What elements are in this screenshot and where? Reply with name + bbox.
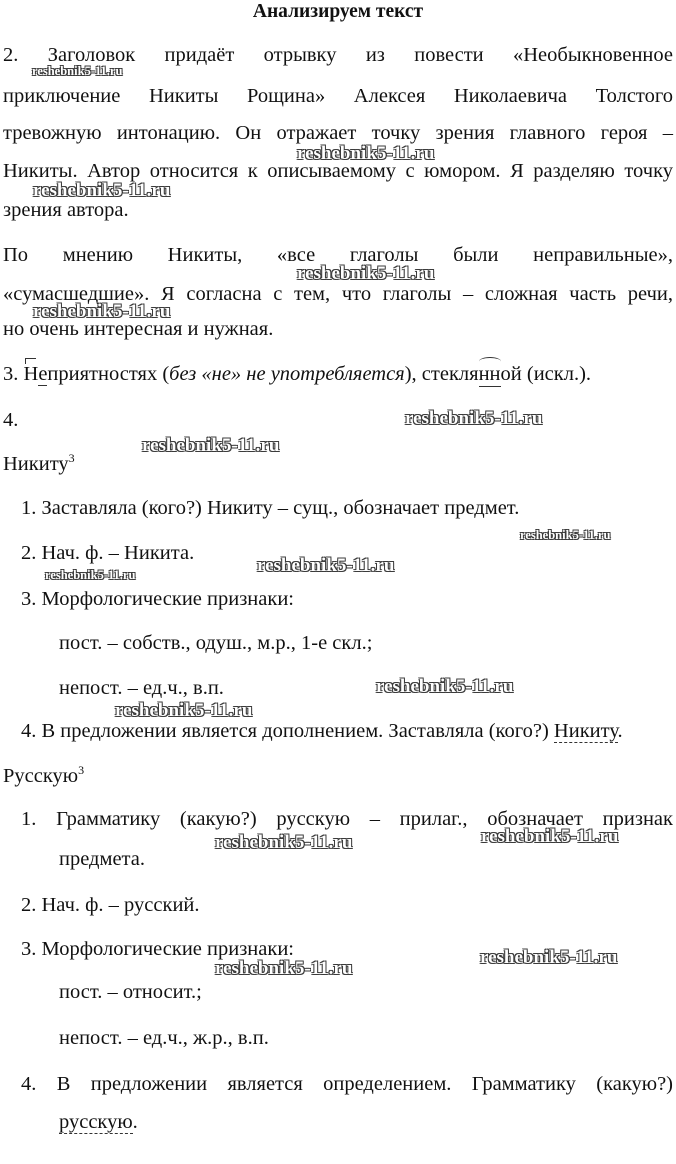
word-end: ой (искл.). <box>500 363 592 385</box>
item-end: . <box>617 720 623 742</box>
watermark: reshebnik5-11.ru <box>376 676 514 697</box>
watermark: reshebnik5-11.ru <box>33 301 171 322</box>
item-text: 4. В предложении является дополнением. Заставляла (кого?) <box>21 720 554 742</box>
watermark: reshebnik5-11.ru <box>33 180 171 201</box>
list-item: 4. В предложении является определением. Грамматику (какую?) <box>21 1073 673 1095</box>
watermark: reshebnik5-11.ru <box>142 435 280 456</box>
heading-word: Никиту <box>3 453 69 475</box>
paragraph-line: но очень интересная и нужная. <box>3 318 274 340</box>
list-item <box>21 719 623 743</box>
heading-word: Русскую <box>3 765 79 787</box>
section-heading-russkuyu <box>3 764 84 788</box>
particle-ne: е <box>38 363 48 385</box>
item-number: 3. <box>3 363 19 385</box>
word-text: ), стекля <box>404 363 479 385</box>
underlined-word: русскую <box>59 1111 133 1133</box>
paragraph-line: 2. Заголовок придаёт отрывку из повести «Необыкновенное <box>3 44 673 66</box>
section-heading-nikitu <box>3 452 75 476</box>
list-item-cont <box>59 1110 138 1134</box>
watermark: reshebnik5-11.ru <box>45 568 136 582</box>
feature-line: непост. – ед.ч., ж.р., в.п. <box>59 1027 269 1049</box>
list-item-cont: предмета. <box>59 848 145 870</box>
list-item: 3. Морфологические признаки: <box>21 938 294 960</box>
watermark: reshebnik5-11.ru <box>115 700 253 721</box>
word-rest: приятностях ( <box>47 363 170 385</box>
watermark: reshebnik5-11.ru <box>520 528 611 542</box>
item-4-number: 4. <box>3 409 19 431</box>
page-title: Анализируем текст <box>252 1 424 22</box>
watermark: reshebnik5-11.ru <box>481 826 619 847</box>
watermark: reshebnik5-11.ru <box>297 143 435 164</box>
underlined-word: Никиту <box>553 720 618 742</box>
heading-sup: 3 <box>78 763 85 778</box>
suffix-mark: нн <box>478 363 501 385</box>
italic-note: без «не» не употребляется <box>169 363 405 385</box>
feature-line: непост. – ед.ч., в.п. <box>59 677 224 699</box>
paragraph-line: тревожную интонацию. Он отражает точку зрения главного героя – <box>3 122 673 144</box>
feature-line: пост. – собств., одуш., м.р., 1-е скл.; <box>59 632 373 654</box>
heading-sup: 3 <box>68 451 75 466</box>
watermark: reshebnik5-11.ru <box>480 947 618 968</box>
item-3-line <box>3 362 591 386</box>
watermark: reshebnik5-11.ru <box>297 263 435 284</box>
paragraph-line: зрения автора. <box>3 199 129 221</box>
watermark: reshebnik5-11.ru <box>257 555 395 576</box>
paragraph-line: По мнению Никиты, «все глаголы были неправильные», <box>3 244 673 266</box>
paragraph-line: приключение Никиты Рощина» Алексея Николаевича Толстого <box>3 85 673 107</box>
paragraph-line: Никиты. Автор относится к описываемому с юмором. Я разделяю точку <box>3 160 673 182</box>
paragraph-line: «сумасшедшие». Я согласна с тем, что глаголы – сложная часть речи, <box>3 283 673 305</box>
prefix-mark: Н <box>23 363 39 385</box>
feature-line: пост. – относит.; <box>59 981 202 1003</box>
watermark: reshebnik5-11.ru <box>215 832 353 853</box>
watermark: reshebnik5-11.ru <box>215 958 353 979</box>
list-item: 1. Заставляла (кого?) Никиту – сущ., обозначает предмет. <box>21 497 520 519</box>
list-item: 2. Нач. ф. – Никита. <box>21 542 195 564</box>
watermark: reshebnik5-11.ru <box>32 64 123 78</box>
watermark: reshebnik5-11.ru <box>405 408 543 429</box>
list-item: 3. Морфологические признаки: <box>21 588 294 610</box>
list-item: 2. Нач. ф. – русский. <box>21 894 200 916</box>
list-item: 1. Грамматику (какую?) русскую – прилаг., обозначает признак <box>21 808 673 830</box>
item-end: . <box>132 1111 138 1133</box>
